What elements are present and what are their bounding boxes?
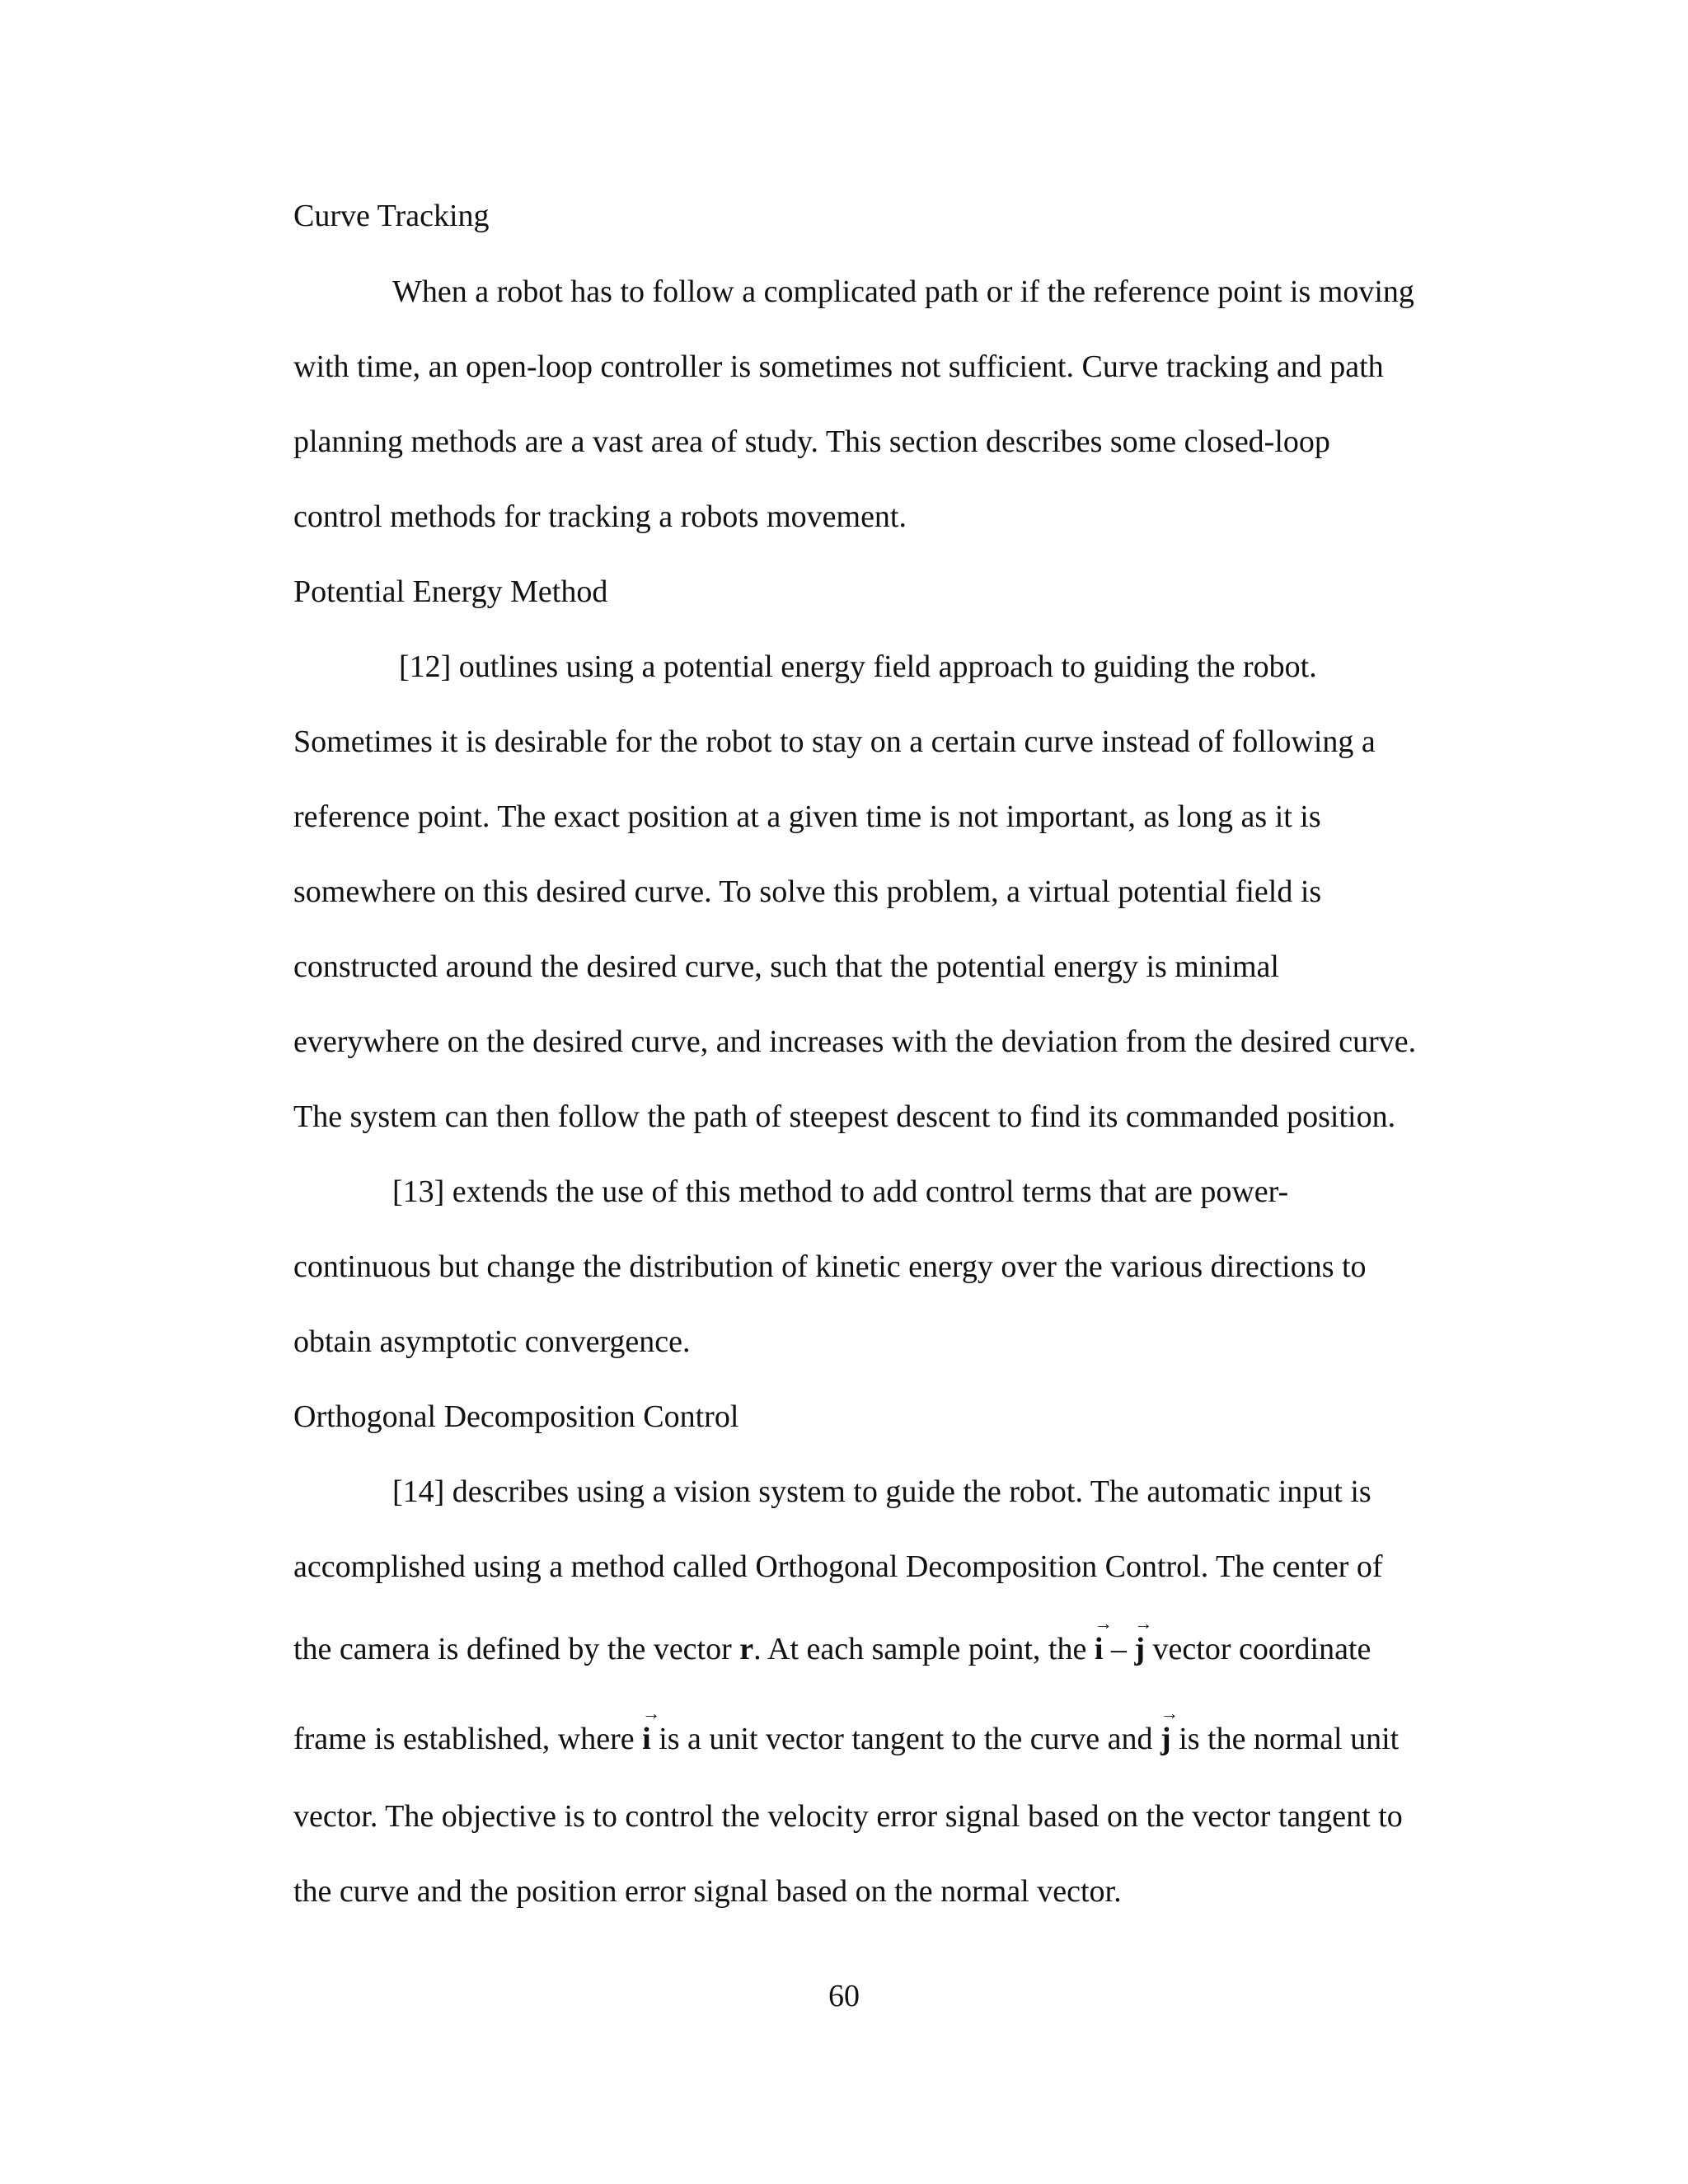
vector-r: r [739, 1632, 754, 1666]
paragraph-line: the curve and the position error signal based on the normal vector. [293, 1874, 1122, 1909]
paragraph-line: control methods for tracking a robots movement. [293, 499, 907, 534]
page-number: 60 [828, 1979, 860, 2013]
paragraph-line: constructed around the desired curve, such that the potential energy is minimal [293, 949, 1279, 984]
text-segment: frame is established, where [293, 1722, 643, 1756]
section-heading-orthogonal-decomposition: Orthogonal Decomposition Control [293, 1399, 739, 1434]
text-segment: is the normal unit [1170, 1722, 1400, 1756]
text-segment: . At each sample point, the [753, 1632, 1095, 1666]
text-segment: the camera is defined by the vector [293, 1632, 740, 1666]
paragraph-line: planning methods are a vast area of study. This section describes some closed-loop [293, 424, 1330, 459]
text-segment: is a unit vector tangent to the curve and [650, 1722, 1161, 1756]
vector-arrow-icon: → [1160, 1703, 1179, 1723]
paragraph-line: When a robot has to follow a complicated path or if the reference point is moving [392, 274, 1414, 309]
vector-i-symbol: → i [642, 1703, 661, 1756]
vector-j-symbol: → j [1134, 1613, 1153, 1666]
vector-arrow-icon: → [1134, 1613, 1153, 1633]
paragraph-line: [13] extends the use of this method to add control terms that are power- [392, 1174, 1289, 1209]
paragraph-line: continuous but change the distribution of kinetic energy over the various directions to [293, 1249, 1367, 1284]
vector-arrow-icon: → [1094, 1613, 1113, 1633]
paragraph-line: vector. The objective is to control the velocity error signal based on the vector tangent to [293, 1799, 1403, 1834]
paragraph-line: [12] outlines using a potential energy field approach to guiding the robot. [399, 649, 1317, 684]
paragraph-line: obtain asymptotic convergence. [293, 1324, 691, 1359]
section-heading-curve-tracking: Curve Tracking [293, 199, 490, 233]
paragraph-line: Sometimes it is desirable for the robot to stay on a certain curve instead of following a [293, 724, 1376, 759]
paragraph-line: with time, an open-loop controller is sometimes not sufficient. Curve tracking and path [293, 349, 1384, 384]
paragraph-line-unit-vectors [293, 1703, 1400, 1759]
vector-j-symbol: → j [1160, 1703, 1179, 1756]
section-heading-potential-energy: Potential Energy Method [293, 574, 608, 609]
vector-i-symbol: → i [1094, 1613, 1113, 1666]
paragraph-line: everywhere on the desired curve, and increases with the deviation from the desired curve. [293, 1024, 1417, 1059]
paragraph-line: [14] describes using a vision system to guide the robot. The automatic input is [392, 1474, 1372, 1509]
paragraph-line: The system can then follow the path of steepest descent to find its commanded position. [293, 1099, 1396, 1134]
paragraph-line: somewhere on this desired curve. To solve this problem, a virtual potential field is [293, 874, 1322, 909]
paragraph-line: accomplished using a method called Orthogonal Decomposition Control. The center of [293, 1549, 1383, 1584]
text-segment: vector coordinate [1145, 1632, 1372, 1666]
paragraph-line-vector-frame [293, 1613, 1372, 1669]
vector-arrow-icon: → [642, 1703, 661, 1723]
minus-sign: – [1103, 1632, 1135, 1666]
paragraph-line: reference point. The exact position at a given time is not important, as long as it is [293, 799, 1321, 834]
